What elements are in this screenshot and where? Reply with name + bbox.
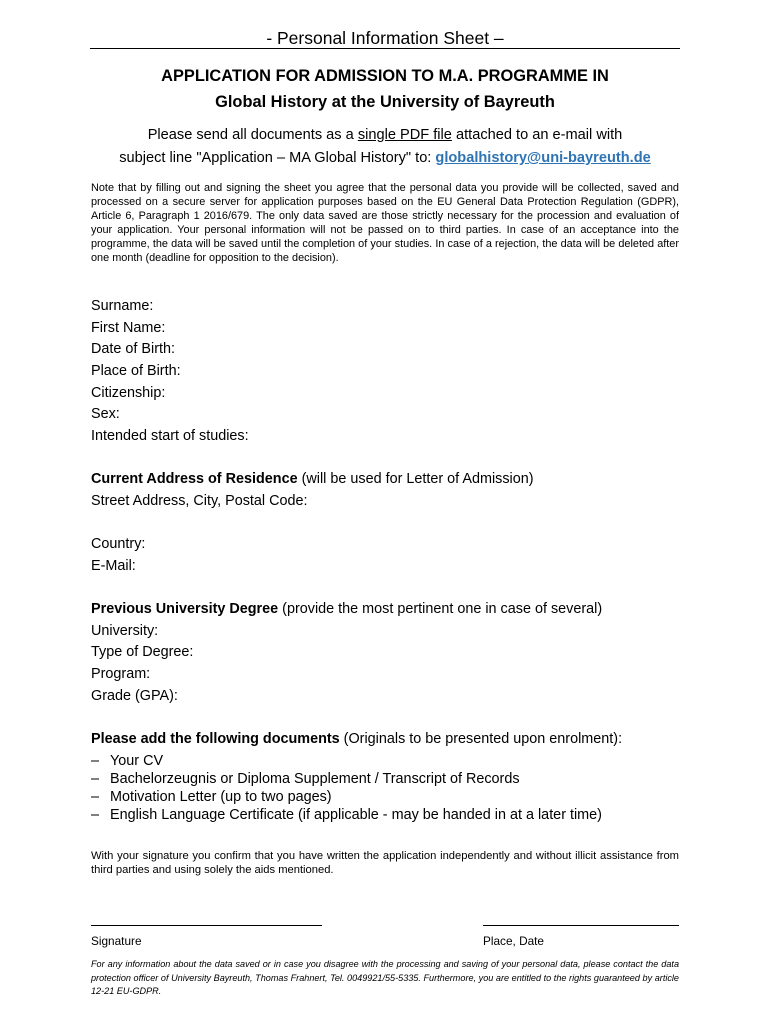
signature-line bbox=[91, 925, 322, 926]
address-section-heading bbox=[91, 469, 534, 489]
document-item-label: Bachelorzeugnis or Diploma Supplement / Transcript of Records bbox=[110, 771, 520, 787]
place-date-label: Place, Date bbox=[483, 934, 544, 948]
bullet-dash: – bbox=[91, 771, 100, 787]
degree-heading-note: (provide the most pertinent one in case of several) bbox=[278, 601, 603, 617]
document-item bbox=[91, 788, 332, 806]
instructions-text: Please send all documents as a bbox=[147, 127, 358, 143]
degree-section-heading bbox=[91, 599, 602, 619]
field-email: E-Mail: bbox=[91, 558, 136, 574]
place-date-line bbox=[483, 925, 679, 926]
field-type-of-degree: Type of Degree: bbox=[91, 644, 194, 660]
field-sex: Sex: bbox=[91, 406, 120, 422]
email-link[interactable]: globalhistory@uni-bayreuth.de bbox=[435, 150, 651, 166]
document-item bbox=[91, 806, 602, 824]
application-title-line-2: Global History at the University of Bayreuth bbox=[215, 93, 555, 111]
field-intended-start: Intended start of studies: bbox=[91, 428, 249, 444]
field-citizenship: Citizenship: bbox=[91, 385, 166, 401]
single-pdf-emphasis: single PDF file bbox=[357, 127, 452, 143]
signature-confirmation: With your signature you confirm that you have written the application independently and without illicit assistance from third parties and using solely the aids mentioned. bbox=[91, 850, 679, 876]
application-title-line-1: APPLICATION FOR ADMISSION TO M.A. PROGRAMME IN bbox=[161, 67, 609, 85]
field-grade: Grade (GPA): bbox=[91, 688, 178, 704]
instructions-line-2 bbox=[0, 148, 770, 168]
field-first-name: First Name: bbox=[91, 320, 166, 336]
address-heading-note: (will be used for Letter of Admission) bbox=[297, 471, 534, 487]
signature-label: Signature bbox=[91, 934, 142, 948]
instructions-text: attached to an e-mail with bbox=[451, 127, 623, 143]
document-item-label: Your CV bbox=[110, 753, 164, 769]
field-place-of-birth: Place of Birth: bbox=[91, 363, 181, 379]
subject-line-text: subject line "Application – MA Global History" to: bbox=[119, 150, 436, 166]
sheet-title: - Personal Information Sheet – bbox=[266, 28, 504, 48]
data-protection-notice: Note that by filling out and signing the sheet you agree that the personal data you provide will be collected, saved and processed on a secure server for application purposes based on the EU General Data Protection Regulation (GDPR), Article 6, Paragraph 1 2016/679. The only data saved are those strictly necessary for the procession and evaluation of your application. Your personal information will not be passed on to third parties. In case of an acceptance into the programme, the data will be saved until the completion of your studies. In case of a rejection, the data will be deleted after one month (deadline for opposition to the decision). bbox=[91, 182, 679, 264]
bullet-dash: – bbox=[91, 789, 100, 805]
instructions-line-1 bbox=[0, 125, 770, 145]
field-surname: Surname: bbox=[91, 298, 154, 314]
document-item-label: Motivation Letter (up to two pages) bbox=[110, 789, 332, 805]
documents-section-heading bbox=[91, 729, 622, 749]
bullet-dash: – bbox=[91, 807, 100, 823]
field-program: Program: bbox=[91, 666, 151, 682]
degree-heading-bold: Previous University Degree bbox=[91, 601, 279, 617]
documents-heading-note: (Originals to be presented upon enrolment): bbox=[339, 731, 623, 747]
field-country: Country: bbox=[91, 536, 146, 552]
title-divider bbox=[90, 48, 680, 49]
field-street-address: Street Address, City, Postal Code: bbox=[91, 493, 308, 509]
document-item-label: English Language Certificate (if applicable - may be handed in at a later time) bbox=[110, 807, 602, 823]
field-university: University: bbox=[91, 623, 159, 639]
data-protection-footer: For any information about the data saved or in case you disagree with the processing and saving of your personal data, please contact the data protection officer of University Bayreuth, Thomas Frahnert, Tel. 0049921/55-5335. Furthermore, you are entitled to the rights guaranteed by article 12-21 EU-GDPR. bbox=[91, 959, 679, 996]
field-date-of-birth: Date of Birth: bbox=[91, 341, 175, 357]
document-item bbox=[91, 752, 163, 770]
document-item bbox=[91, 770, 520, 788]
documents-heading-bold: Please add the following documents bbox=[91, 731, 340, 747]
address-heading-bold: Current Address of Residence bbox=[91, 471, 298, 487]
bullet-dash: – bbox=[91, 753, 100, 769]
